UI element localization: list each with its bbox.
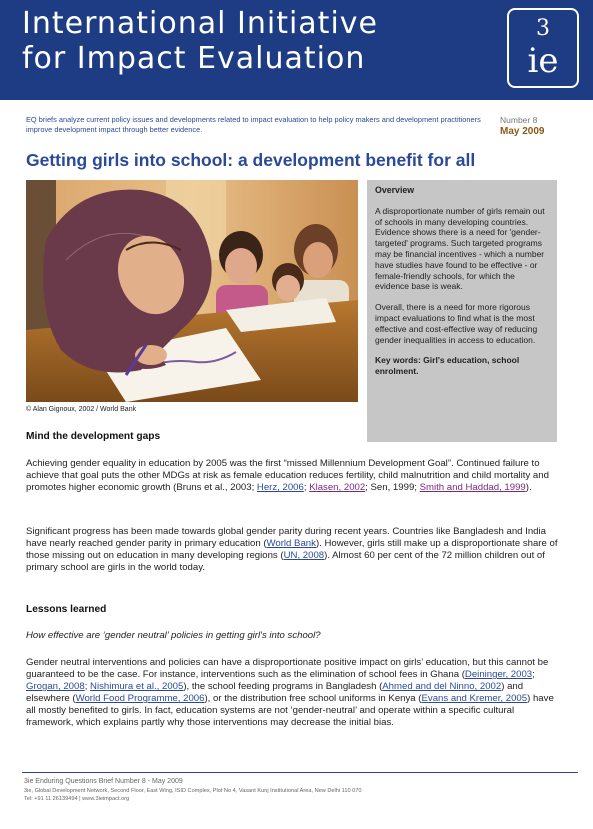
section-heading-development-gaps: Mind the development gaps <box>26 431 161 442</box>
link-nishimura-2005[interactable]: Nishimura et al., 2005 <box>90 681 184 693</box>
overview-heading: Overview <box>375 185 415 195</box>
paragraph-text: ) have all mostly benefited to girls. In fact, education systems are not ‘gender-neutral’ and operate within a specific cultural framework, which explains partly why those interventions may decrease the initial bias. <box>26 693 554 729</box>
link-deininger-2003[interactable]: Deininger, 2003 <box>464 669 533 681</box>
title-line-2: for Impact Evaluation <box>22 41 366 76</box>
paragraph-text: ). However, girls still make up a disproportionate share of those missing out on education in many developing regions ( <box>26 538 558 562</box>
paragraph-mdg <box>26 458 558 494</box>
paragraph-gender-neutral-interventions <box>26 657 558 730</box>
overview-box <box>367 180 557 442</box>
organization-title <box>22 6 378 76</box>
link-grogan-2008[interactable]: Grogan, 2008 <box>26 681 85 693</box>
paragraph-text: Significant progress has been made towards global gender parity during recent years. Countries like Bangladesh and India have nearly reached gender parity in primary education ( <box>26 526 546 550</box>
footer-brief-line: 3ie Enduring Questions Brief Number 8 - May 2009 <box>24 778 183 785</box>
separator: ; <box>84 681 91 693</box>
issue-info <box>500 115 544 137</box>
overview-p1-a: A disproportionate number of girls remain out of schools in many developing countries. Evidence shows there is a need for 'gender-targeted' programs. Such targeted programs may be financial incentives - which a number <box>375 205 545 259</box>
paragraph-text: ). Almost 60 per cent of the 72 million children out of primary school are girls in the world today. <box>26 550 545 574</box>
paragraph-text: ) and elsewhere ( <box>26 681 524 705</box>
header-banner <box>0 0 593 100</box>
overview-keywords: Key words: Girl's education, school enrolment. <box>375 355 520 377</box>
overview-paragraph-2: Overall, there is a need for more rigorous impact evaluations to find what is the most effective and cost-effective way of reducing gender inequalities in access to education. <box>375 302 538 345</box>
link-world-food-programme-2006[interactable]: World Food Programme, 2006 <box>75 693 205 705</box>
paragraph-text: ). <box>525 482 532 494</box>
overview-p1-b: have studies have found to be effective - or female-friendly schools, for which the evidence base is weak. <box>375 259 538 292</box>
logo-letters: ie <box>527 41 559 81</box>
footer-contact: Tel: +91 11 26139494 | www.3ieimpact.org <box>24 796 130 802</box>
logo-number: 3 <box>536 16 550 41</box>
link-world-bank[interactable]: World Bank <box>266 538 316 550</box>
link-evans-kremer-2005[interactable]: Evans and Kremer, 2005 <box>421 693 528 705</box>
question-gender-neutral: How effective are ‘gender neutral’ policies in getting girl's into school? <box>26 630 321 641</box>
footer-divider <box>22 772 578 773</box>
separator: ; <box>303 482 310 494</box>
link-klasen-2002[interactable]: Klasen, 2002 <box>309 482 366 494</box>
title-line-1: International Initiative <box>22 6 378 41</box>
link-un-2008[interactable]: UN, 2008 <box>283 550 325 562</box>
separator: ; <box>532 669 535 681</box>
paragraph-gender-parity <box>26 526 558 574</box>
paragraph-text: ), the school feeding programs in Bangladesh ( <box>183 681 383 693</box>
issue-number: Number 8 <box>500 115 538 125</box>
link-ahmed-del-ninno-2002[interactable]: Ahmed and del Ninno, 2002 <box>382 681 502 693</box>
issue-date: May 2009 <box>500 126 545 137</box>
footer-address: 3ie, Global Development Network, Second Floor, East Wing, ISID Complex, Plot No 4, Vasant Kunj Institutional Area, New Delhi 110 070 <box>24 788 362 794</box>
paragraph-text: Achieving gender equality in education by 2005 was the first “missed Millennium Development Goal”. Continued failure to achieve that goal puts the other MDGs at risk as female education reduces fertility, child malnutrition and child mortality and promotes higher economic growth (Bruns et al., 2003; <box>26 458 549 494</box>
girls-drawing-photo-illustration <box>26 180 358 402</box>
section-heading-lessons-learned: Lessons learned <box>26 604 107 615</box>
brief-title: Getting girls into school: a development benefit for all <box>26 150 476 170</box>
intro-text: EQ briefs analyze current policy issues and developments related to impact evaluation to help policy makers and development practitioners improve development impact through better evidence. <box>26 115 481 134</box>
paragraph-text: ; Sen, 1999; <box>365 482 420 494</box>
classroom-photo <box>26 180 358 402</box>
paragraph-text: Gender neutral interventions and policies can have a disproportionate positive impact on girls’ education, but this cannot be guaranteed to be the case. For instance, interventions such as the elimination of school fees in Ghana ( <box>26 657 549 681</box>
link-smith-haddad-1999[interactable]: Smith and Haddad, 1999 <box>419 482 526 494</box>
3ie-logo <box>507 8 579 88</box>
overview-paragraph-1 <box>375 206 549 292</box>
photo-caption: © Alan Gignoux, 2002 / World Bank <box>26 406 137 413</box>
paragraph-text: ), or the distribution free school uniforms in Kenya ( <box>204 693 422 705</box>
link-herz-2006[interactable]: Herz, 2006 <box>256 482 304 494</box>
